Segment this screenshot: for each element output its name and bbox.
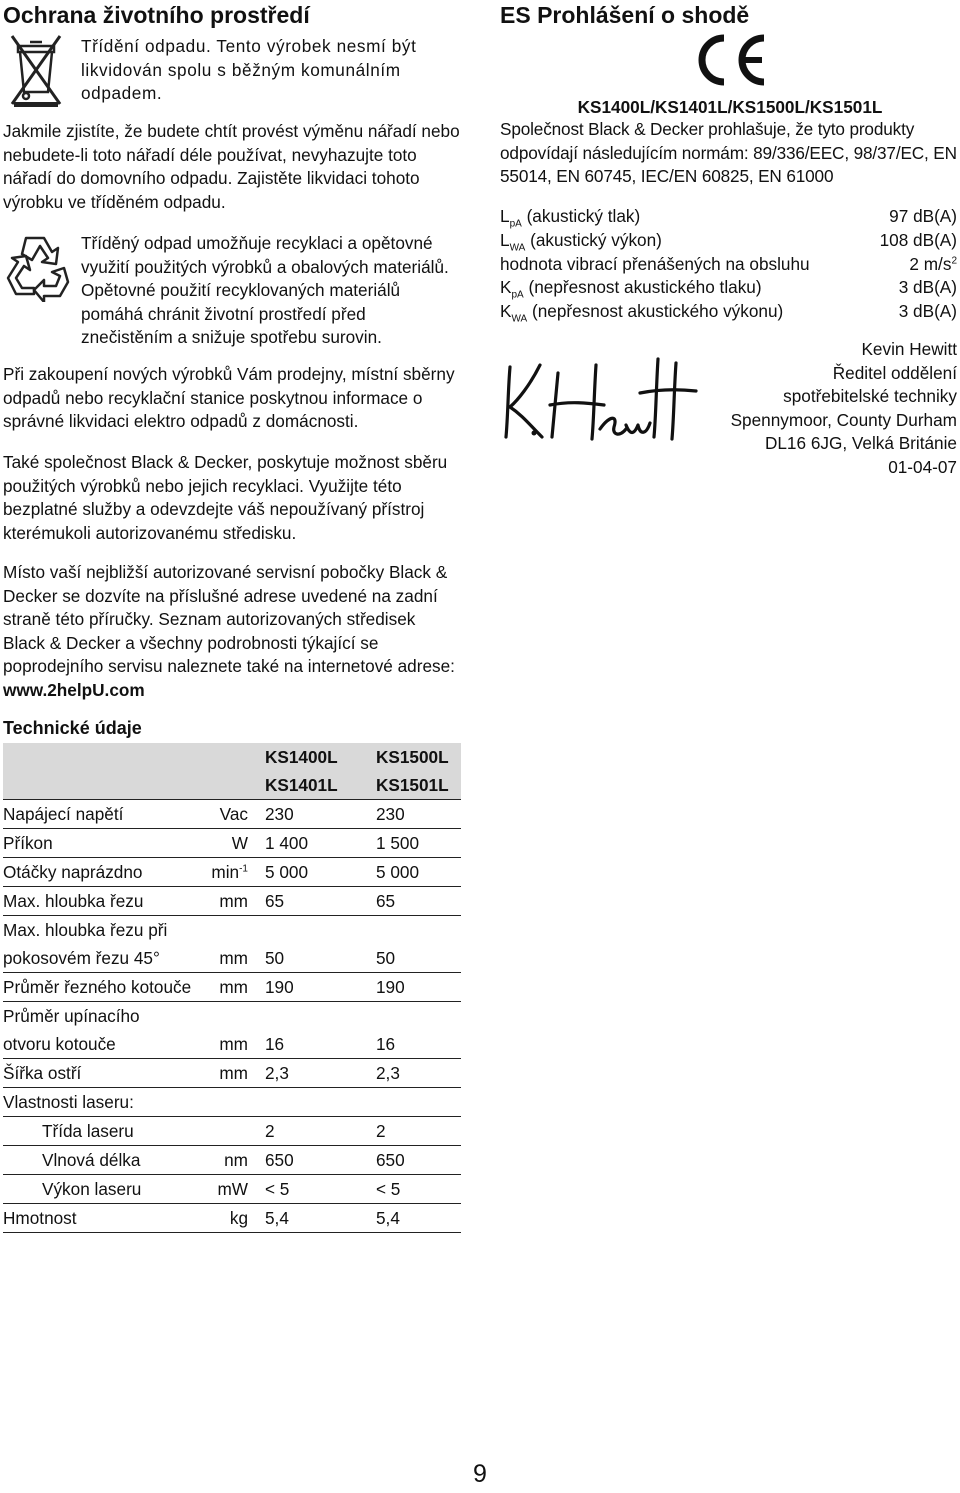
header-model-1: KS1400L bbox=[265, 747, 338, 767]
row-value-2: 65 bbox=[376, 891, 396, 911]
row-value-1: 65 bbox=[265, 891, 285, 911]
service-text: Místo vaší nejbližší autorizované servisní pobočky Black & Decker se dozvíte na příslušné adrese uvedené na zadní straně této příručky. Seznam autorizovaných středisek Black & Decker a všechny podrobnosti týkající se poprodejního servisu naleznete také na internetové adrese: bbox=[3, 562, 455, 676]
row-name: Průměr upínacího bbox=[3, 1006, 140, 1026]
row-name: Napájecí napětí bbox=[3, 804, 124, 824]
row-unit: mm bbox=[219, 1063, 248, 1083]
acoustic-row bbox=[500, 300, 957, 324]
table-row bbox=[3, 1002, 461, 1030]
row-value-2: 190 bbox=[376, 977, 405, 997]
unit-text: min bbox=[211, 862, 240, 882]
table-row bbox=[3, 800, 461, 829]
row-name: Hmotnost bbox=[3, 1208, 77, 1228]
header-model-3: KS1401L bbox=[265, 775, 338, 795]
table-row bbox=[3, 858, 461, 887]
row-value-2: 230 bbox=[376, 804, 405, 824]
table-row bbox=[3, 1117, 461, 1146]
crossed-bin-icon bbox=[4, 30, 68, 108]
row-unit: Vac bbox=[219, 804, 248, 824]
row-unit: mm bbox=[219, 891, 248, 911]
table-row bbox=[3, 1059, 461, 1088]
row-value-2: 50 bbox=[376, 948, 396, 968]
signatory-block bbox=[731, 338, 957, 479]
row-unit bbox=[211, 858, 248, 886]
tech-data-title: Technické údaje bbox=[3, 718, 142, 738]
acoustic-value: 3 dB(A) bbox=[898, 301, 957, 322]
row-value-2: 2 bbox=[376, 1121, 386, 1141]
header-model-2: KS1500L bbox=[376, 747, 449, 767]
recycle-text: Tříděný odpad umožňuje recyklaci a opětovné využití použitých výrobků a obalových materiálů. Opětovné použití recyklovaných materiálů pomáhá chránit životní prostředí před znečistěním a snižuje spotřebu surovin. bbox=[81, 233, 449, 347]
row-value-1: 1 400 bbox=[265, 833, 309, 853]
acoustic-row bbox=[500, 205, 957, 229]
signatory-name: Kevin Hewitt bbox=[861, 339, 957, 359]
row-value-1: 190 bbox=[265, 977, 294, 997]
table-header-row bbox=[3, 771, 461, 800]
paragraph-service bbox=[3, 561, 461, 702]
declaration-text: Společnost Black & Decker prohlašuje, že tyto produkty odpovídají následujícím normám: 89/336/EEC, 98/37/EC, EN 55014, EN 60745, IEC/EN 60825, EN 61000 bbox=[500, 119, 957, 186]
acoustic-label: $L_{pA}$ (akustický tlak) bbox=[500, 206, 641, 230]
row-unit: kg bbox=[229, 1208, 248, 1228]
table-row bbox=[3, 1030, 461, 1059]
acoustic-row bbox=[500, 229, 957, 253]
row-value-1: < 5 bbox=[265, 1179, 290, 1199]
signatory-role-1: Ředitel oddělení bbox=[832, 362, 957, 383]
acoustic-row bbox=[500, 276, 957, 300]
row-value-1: 2 bbox=[265, 1121, 275, 1141]
row-value-1: 650 bbox=[265, 1150, 294, 1170]
signatory-role-2: spotřebitelské techniky bbox=[783, 386, 957, 406]
paragraph-stores: Při zakoupení nových výrobků Vám prodejny, místní sběrny odpadů nebo recyklační stanice poskytnou informace o správné likvidaci elektro odpadů z domácnosti. bbox=[3, 364, 455, 431]
row-name: Výkon laseru bbox=[42, 1179, 142, 1199]
acoustic-table bbox=[500, 205, 957, 324]
row-name: pokosovém řezu 45° bbox=[3, 948, 160, 968]
row-unit: mm bbox=[219, 1034, 248, 1054]
table-row bbox=[3, 944, 461, 973]
row-value-2: 5,4 bbox=[376, 1208, 400, 1228]
row-value-2: 2,3 bbox=[376, 1063, 400, 1083]
acoustic-value: 108 dB(A) bbox=[879, 229, 957, 250]
row-value-2: 16 bbox=[376, 1034, 396, 1054]
row-value-2: 650 bbox=[376, 1150, 405, 1170]
row-name: Příkon bbox=[3, 833, 53, 853]
acoustic-label: hodnota vibrací přenášených na obsluhu bbox=[500, 253, 810, 274]
acoustic-label: $L_{WA}$ (akustický výkon) bbox=[500, 229, 662, 254]
table-row bbox=[3, 1204, 461, 1233]
table-row bbox=[3, 973, 461, 1002]
section-title-environment: Ochrana životního prostředí bbox=[3, 2, 310, 28]
row-value-2: < 5 bbox=[376, 1179, 401, 1199]
row-name: otvoru kotouče bbox=[3, 1034, 116, 1054]
ce-mark-icon bbox=[690, 30, 770, 90]
service-url[interactable]: www.2helpU.com bbox=[3, 679, 145, 700]
row-name: Vlastnosti laseru: bbox=[3, 1092, 134, 1112]
page-number: 9 bbox=[473, 1460, 487, 1488]
row-name: Max. hloubka řezu bbox=[3, 891, 144, 911]
table-row bbox=[3, 829, 461, 858]
acoustic-label: $K_{WA}$ (nepřesnost akustického výkonu) bbox=[500, 301, 784, 325]
row-name: Max. hloubka řezu při bbox=[3, 920, 168, 940]
signatory-date: 01-04-07 bbox=[888, 456, 957, 477]
model-list: KS1400L/KS1401L/KS1500L/KS1501L bbox=[577, 97, 883, 117]
table-row bbox=[3, 1088, 461, 1117]
table-header-row bbox=[3, 743, 461, 771]
row-value-1: 5,4 bbox=[265, 1208, 289, 1228]
row-value-1: 230 bbox=[265, 804, 294, 824]
row-unit: mm bbox=[219, 977, 248, 997]
recycle-icon bbox=[4, 232, 72, 302]
signatory-address-1: Spennymoor, County Durham bbox=[730, 409, 957, 430]
row-name: Vlnová délka bbox=[42, 1150, 141, 1170]
header-model-4: KS1501L bbox=[376, 775, 449, 795]
signatory-address-2: DL16 6JG, Velká Británie bbox=[764, 433, 957, 453]
row-unit: mm bbox=[219, 948, 248, 968]
acoustic-label: $K_{pA}$ (nepřesnost akustického tlaku) bbox=[500, 277, 762, 301]
row-name: Průměr řezného kotouče bbox=[3, 977, 192, 997]
row-unit: W bbox=[231, 833, 248, 853]
table-row bbox=[3, 916, 461, 944]
unit-sup: -1 bbox=[239, 863, 248, 875]
table-row bbox=[3, 1175, 461, 1204]
row-value-1: 5 000 bbox=[265, 862, 309, 882]
row-name: Otáčky naprázdno bbox=[3, 862, 143, 882]
acoustic-row bbox=[500, 253, 957, 277]
row-unit: nm bbox=[224, 1150, 248, 1170]
row-value-1: 2,3 bbox=[265, 1063, 289, 1083]
acoustic-value: 3 dB(A) bbox=[898, 277, 957, 298]
row-value-2: 5 000 bbox=[376, 862, 420, 882]
tech-data-table bbox=[3, 743, 461, 1233]
handwritten-signature bbox=[500, 345, 700, 445]
row-value-1: 16 bbox=[265, 1034, 285, 1054]
acoustic-value: 97 dB(A) bbox=[889, 206, 957, 226]
row-value-1: 50 bbox=[265, 948, 285, 968]
row-name: Třída laseru bbox=[42, 1121, 134, 1141]
table-row bbox=[3, 1146, 461, 1175]
section-title-declaration: ES Prohlášení o shodě bbox=[500, 2, 750, 28]
paragraph-black-decker: Také společnost Black & Decker, poskytuje možnost sběru použitých výrobků nebo jejich recyklaci. Využijte této bezplatné služby a odevzdejte váš nepoužívaný přístroj kterémukoli autorizovanému středisku. bbox=[3, 452, 448, 543]
acoustic-value: 2 $m/s^2$ bbox=[909, 253, 957, 274]
row-name: Šířka ostří bbox=[3, 1063, 82, 1083]
table-row bbox=[3, 887, 461, 916]
waste-text: Třídění odpadu. Tento výrobek nesmí být likvidován spolu s běžným komunálním odpadem. bbox=[81, 36, 417, 103]
row-unit: mW bbox=[217, 1179, 248, 1199]
row-value-2: 1 500 bbox=[376, 833, 420, 853]
paragraph-disposal: Jakmile zjistíte, že budete chtít provést výměnu nářadí nebo nebudete-li toto nářadí déle používat, nevyhazujte toto nářadí do domovního odpadu. Zajistěte likvidaci tohoto výrobku ve tříděném odpadu. bbox=[3, 121, 460, 212]
